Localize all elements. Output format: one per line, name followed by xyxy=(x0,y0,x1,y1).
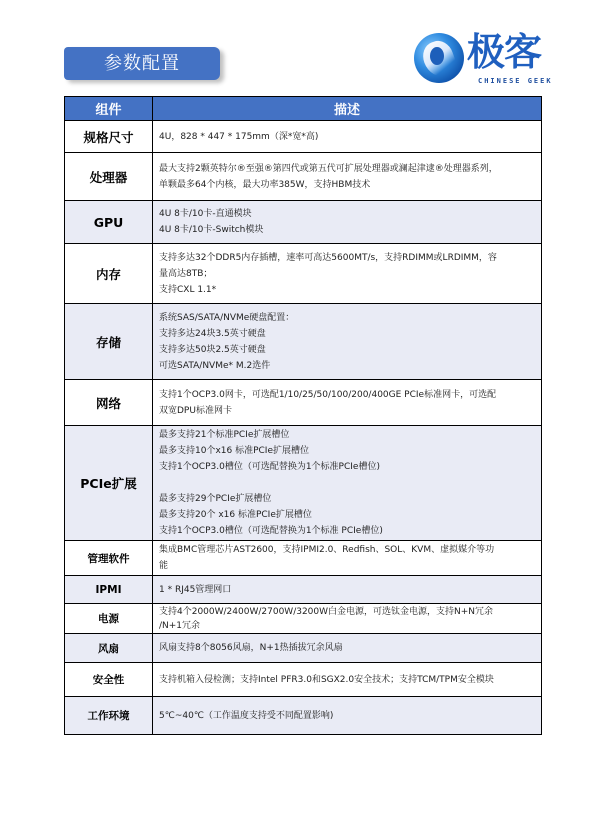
description-line: 1 * RJ45管理网口 xyxy=(159,584,232,595)
row-label: 电源 xyxy=(65,604,153,634)
table-row xyxy=(65,634,542,663)
row-description xyxy=(153,304,542,380)
table-row xyxy=(65,426,542,541)
description-line: 支持CXL 1.1* xyxy=(159,284,217,295)
row-label: 安全性 xyxy=(65,663,153,697)
row-description xyxy=(153,663,542,697)
description-line: 最多支持29个PCIe扩展槽位 xyxy=(159,494,272,504)
description-line: 支持多达24块3.5英寸硬盘 xyxy=(159,328,266,339)
row-label: GPU xyxy=(65,201,153,244)
row-label: 网络 xyxy=(65,380,153,426)
description-line: 单颗最多64个内核，最大功率385W，支持HBM技术 xyxy=(159,179,371,190)
description-line: 量高达8TB； xyxy=(159,268,213,279)
description-line: 能 xyxy=(159,561,169,571)
description-line: 最多支持10个x16 标准PCIe扩展槽位 xyxy=(159,446,309,456)
row-description xyxy=(153,121,542,153)
row-label: 内存 xyxy=(65,244,153,304)
description-line: 支持4个2000W/2400W/2700W/3200W白金电源，可选钛金电源，支持N+N冗余 xyxy=(159,606,494,617)
description-line: 支持1个OCP3.0网卡，可选配1/10/25/50/100/200/400GE PCIe标准网卡，可选配 xyxy=(159,389,497,400)
row-label: PCIe扩展 xyxy=(65,426,153,541)
row-description xyxy=(153,201,542,244)
table-row xyxy=(65,380,542,426)
row-label: 风扇 xyxy=(65,634,153,663)
column-header-component: 组件 xyxy=(65,97,153,121)
column-header-description: 描述 xyxy=(153,97,542,121)
table-row xyxy=(65,541,542,576)
description-line: 支持1个OCP3.0槽位（可选配替换为1个标准PCIe槽位) xyxy=(159,462,380,472)
logo-chinese-name: 极客 xyxy=(467,30,542,74)
description-line: 风扇支持8个8056风扇，N+1热插拔冗余风扇 xyxy=(159,643,343,653)
table-row xyxy=(65,201,542,244)
description-line: 集成BMC管理芯片AST2600，支持IPMI2.0、Redfish、SOL、KVM、虚拟媒介等功 xyxy=(159,545,495,555)
row-description xyxy=(153,697,542,735)
logo-english-name: CHINESE GEEK xyxy=(478,77,553,85)
spec-table xyxy=(64,96,542,735)
row-description xyxy=(153,153,542,201)
table-row xyxy=(65,576,542,604)
section-title-banner: 参数配置 xyxy=(64,47,220,80)
table-header-row xyxy=(65,97,542,121)
table-row xyxy=(65,604,542,634)
table-row xyxy=(65,304,542,380)
description-line: 4U 8卡/10卡-直通模块 xyxy=(159,209,252,219)
row-label: 管理软件 xyxy=(65,541,153,576)
row-label: 工作环境 xyxy=(65,697,153,735)
row-label: 存储 xyxy=(65,304,153,380)
row-description xyxy=(153,604,542,634)
brand-logo xyxy=(414,27,554,89)
row-label: 处理器 xyxy=(65,153,153,201)
row-description xyxy=(153,426,542,541)
description-spacer xyxy=(159,475,535,491)
table-row xyxy=(65,663,542,697)
description-line: 支持机箱入侵检测；支持Intel PFR3.0和SGX2.0安全技术；支持TCM/TPM安全模块 xyxy=(159,674,494,685)
description-line: 5℃~40℃（工作温度支持受不同配置影响) xyxy=(159,710,334,721)
logo-emblem-icon xyxy=(414,33,464,83)
table-row xyxy=(65,244,542,304)
description-line: 最多支持20个 x16 标准PCIe扩展槽位 xyxy=(159,510,312,520)
table-row xyxy=(65,153,542,201)
description-line: 最多支持21个标准PCIe扩展槽位 xyxy=(159,430,290,440)
description-line: 支持1个OCP3.0槽位（可选配替换为1个标准 PCIe槽位) xyxy=(159,526,383,536)
table-row xyxy=(65,121,542,153)
row-description xyxy=(153,576,542,604)
table-row xyxy=(65,697,542,735)
description-line: 最大支持2颗英特尔®至强®第四代或第五代可扩展处理器或澜起津逮®处理器系列， xyxy=(159,163,498,174)
description-line: 4U 8卡/10卡-Switch模块 xyxy=(159,225,264,235)
row-label: 规格尺寸 xyxy=(65,121,153,153)
row-description xyxy=(153,541,542,576)
row-description xyxy=(153,380,542,426)
description-line: 支持多达32个DDR5内存插槽，速率可高达5600MT/s，支持RDIMM或LRDIMM，容 xyxy=(159,252,497,263)
description-line: 可选SATA/NVMe* M.2选件 xyxy=(159,360,271,371)
description-line: /N+1冗余 xyxy=(159,620,201,631)
description-line: 双宽DPU标准网卡 xyxy=(159,405,232,416)
row-description xyxy=(153,634,542,663)
row-label: IPMI xyxy=(65,576,153,604)
description-line: 4U，828 * 447 * 175mm（深*宽*高) xyxy=(159,131,319,142)
description-line: 支持多达50块2.5英寸硬盘 xyxy=(159,344,266,355)
row-description xyxy=(153,244,542,304)
description-line: 系统SAS/SATA/NVMe硬盘配置： xyxy=(159,312,295,323)
